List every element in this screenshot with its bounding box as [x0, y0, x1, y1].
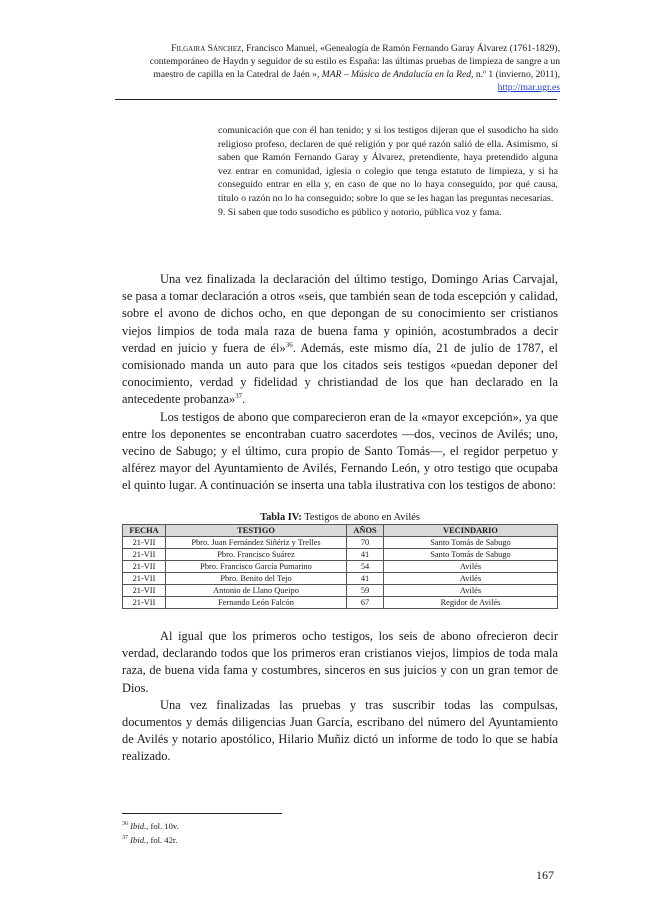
cell-witness: Pbro. Benito del Tejo — [166, 573, 347, 585]
header-issue: , n.º 1 (invierno, 2011), — [471, 69, 560, 80]
cell-date: 21-VII — [123, 597, 166, 609]
footnote: $^{37}$ Ibid., fol. 42r. — [122, 834, 178, 845]
cell-age: 59 — [347, 585, 384, 597]
cell-age: 41 — [347, 573, 384, 585]
quote-paragraph: comunicación que con él han tenido; y si los testigos dijeran que el susodicho ha sido religioso profeso, declaren de qué religión y por qué razón salió de ella. Asimismo, si saben que Ramón Fernando Garay y Álvarez, pretendiente, haya pretendido alguna vez entrar en comunidad, iglesia o colegio que tenga estatuto de limpieza, y si ha conseguido entrar en ella y, en caso de que no lo haya conseguido, por qué causa, título o razón no lo ha conseguido; sobre lo que se les hagan las preguntas necesarias. — [218, 125, 558, 204]
column-header: AÑOS — [347, 525, 384, 537]
table-row — [123, 585, 558, 597]
running-header — [120, 42, 560, 94]
header-journal: MAR – Música de Andalucía en la Red — [321, 69, 472, 80]
header-url-link[interactable]: http://mar.ugr.es — [497, 82, 560, 93]
cell-residence: Santo Tomás de Sabugo — [384, 537, 558, 549]
header-divider — [115, 99, 557, 100]
cell-date: 21-VII — [123, 561, 166, 573]
body-text-upper — [122, 271, 558, 495]
column-header: TESTIGO — [166, 525, 347, 537]
cell-age: 67 — [347, 597, 384, 609]
table-row — [123, 549, 558, 561]
cell-date: 21-VII — [123, 573, 166, 585]
cell-age: 70 — [347, 537, 384, 549]
body-text-lower — [122, 628, 558, 766]
footnote-ref[interactable]: 37 — [235, 392, 243, 401]
table-row — [123, 561, 558, 573]
cell-residence: Avilés — [384, 573, 558, 585]
cell-witness: Fernando León Falcón — [166, 597, 347, 609]
cell-date: 21-VII — [123, 585, 166, 597]
block-quote — [218, 124, 558, 219]
header-citation: , Francisco Manuel, «Genealogía de Ramón Fernando Garay Álvarez (1761-1829), contemporáneo de Haydn y seguidor de su estilo es España: las últimas pruebas de limpieza de sangre a un maestro de capilla en la Catedral de Jaén », — [149, 43, 560, 80]
cell-age: 54 — [347, 561, 384, 573]
table-row — [123, 597, 558, 609]
body-paragraph: Una vez finalizada la declaración del último testigo, Domingo Arias Carvajal, se pasa a tomar declaración a otros «seis, que también sean de toda escepción y calidad, sobre el avono de dichos ocho, en que depongan de su conocimiento ser cristianos viejos limpios de toda mala raza de buena fama y opinión, acostumbrados a decir verdad en juicio y fuera de él»$^{36}$. Además, este mismo día, 21 de julio de 1787, el comisionado manda un auto para que los citados seis testigos «puedan deponer del conocimiento, verdad y fidelidad y christiandad de los que han declarado en la antecedente probanza»$^{37}$. — [122, 272, 558, 407]
cell-witness: Pbro. Francisco García Pumarino — [166, 561, 347, 573]
cell-residence: Avilés — [384, 585, 558, 597]
cell-residence: Santo Tomás de Sabugo — [384, 549, 558, 561]
footnote-ref[interactable]: 36 — [285, 340, 293, 349]
cell-date: 21-VII — [123, 537, 166, 549]
witness-table — [122, 524, 558, 609]
table-row — [123, 537, 558, 549]
column-header: VECINDARIO — [384, 525, 558, 537]
cell-witness: Pbro. Francisco Suárez — [166, 549, 347, 561]
cell-date: 21-VII — [123, 549, 166, 561]
table-row — [123, 573, 558, 585]
header-author: Filgaira Sánchez — [171, 43, 242, 54]
footnote-divider — [122, 813, 282, 814]
cell-residence: Avilés — [384, 561, 558, 573]
footnote: $^{36}$ Ibid., fol. 10v. — [122, 820, 179, 831]
cell-witness: Antonio de Llano Queipo — [166, 585, 347, 597]
table-header-row — [123, 525, 558, 537]
cell-residence: Regidor de Avilés — [384, 597, 558, 609]
cell-age: 41 — [347, 549, 384, 561]
footnotes — [122, 818, 179, 846]
table-caption: Tabla IV: Testigos de abono en Avilés — [260, 512, 420, 523]
page-number: 167 — [536, 868, 554, 882]
body-paragraph: Los testigos de abono que comparecieron eran de la «mayor excepción», ya que entre los deponentes se encontraban cuatro sacerdotes —dos, vecinos de Avilés; uno, vecino de Sabugo; y el último, cura propio de Santo Tomás—, el regidor perpetuo y alférez mayor del Ayuntamiento de Avilés, Fernando León, y otro testigo que ocupaba el quinto lugar. A continuación se inserta una tabla ilustrativa con los testigos de abono: — [122, 409, 558, 493]
body-paragraph: Al igual que los primeros ocho testigos, los seis de abono ofrecieron decir verdad, declarando todos que los primeros eran cristianos viejos, limpios de toda mala raza, de buena vida fama y costumbres, sinceros en sus juicios y con un gran temor de Dios. — [122, 629, 558, 695]
quote-paragraph: 9. Si saben que todo susodicho es público y notorio, pública voz y fama. — [218, 206, 502, 218]
column-header: FECHA — [123, 525, 166, 537]
body-paragraph: Una vez finalizadas las pruebas y tras suscribir todas las compulsas, documentos y demás diligencias Juan García, escribano del número del Ayuntamiento de Avilés y notario apostólico, Hilario Muñiz dictó un informe de todo lo que se había realizado. — [122, 697, 558, 764]
cell-witness: Pbro. Juan Fernández Siñériz y Trelles — [166, 537, 347, 549]
